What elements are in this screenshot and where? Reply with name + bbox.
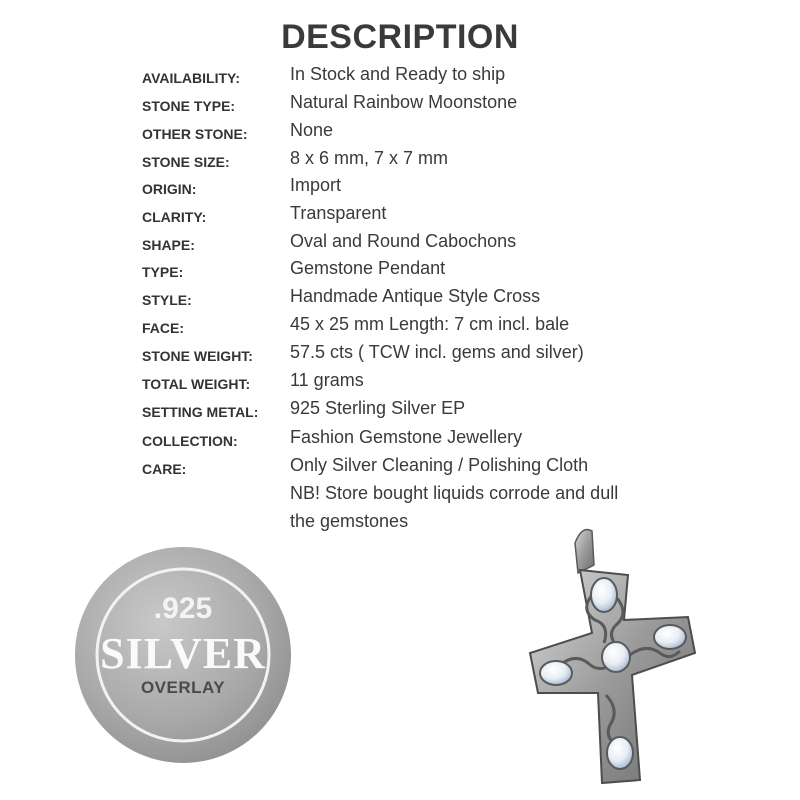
care-note-line: the gemstones: [290, 511, 409, 531]
spec-row-style: [0, 286, 800, 314]
spec-label: CLARITY:: [142, 209, 207, 225]
spec-value: Fashion Gemstone Jewellery: [290, 427, 523, 447]
spec-label: FACE:: [142, 320, 184, 336]
spec-row-stone-size: [0, 148, 800, 176]
spec-row-collection: [0, 427, 800, 455]
spec-value: Only Silver Cleaning / Polishing Cloth: [290, 455, 589, 475]
spec-row-total-weight: [0, 370, 800, 398]
spec-row-type: [0, 258, 800, 286]
spec-label: STONE TYPE:: [142, 98, 236, 114]
spec-value: None: [290, 120, 334, 140]
spec-label: CARE:: [142, 461, 187, 477]
spec-row-shape: [0, 231, 800, 259]
spec-value: 45 x 25 mm Length: 7 cm incl. bale: [290, 314, 570, 334]
page-title: DESCRIPTION: [281, 18, 519, 56]
spec-row-origin: [0, 175, 800, 203]
spec-row-setting-metal: [0, 398, 800, 426]
spec-value: Gemstone Pendant: [290, 258, 446, 278]
spec-value: Transparent: [290, 203, 387, 223]
spec-value: 57.5 cts ( TCW incl. gems and silver): [290, 342, 584, 362]
spec-value: Natural Rainbow Moonstone: [290, 92, 518, 112]
spec-value: 8 x 6 mm, 7 x 7 mm: [290, 148, 449, 168]
spec-value: 925 Sterling Silver EP: [290, 398, 466, 418]
spec-label: TYPE:: [142, 264, 184, 280]
badge-overlay: OVERLAY: [140, 678, 226, 697]
spec-value: Handmade Antique Style Cross: [290, 286, 541, 306]
spec-value: 11 grams: [290, 370, 364, 390]
spec-value: In Stock and Ready to ship: [290, 64, 506, 84]
spec-label: STONE SIZE:: [142, 154, 230, 170]
spec-label: OTHER STONE:: [142, 126, 248, 142]
spec-label: ORIGIN:: [142, 181, 197, 197]
spec-row-availability: [0, 64, 800, 92]
spec-row-stone-type: [0, 92, 800, 120]
spec-row-clarity: [0, 203, 800, 231]
spec-row-face: [0, 314, 800, 342]
badge-purity: .925: [153, 592, 213, 625]
spec-label: SHAPE:: [142, 237, 195, 253]
spec-label: SETTING METAL:: [142, 404, 259, 420]
moonstone-cross-pendant-icon: [520, 525, 710, 790]
spec-row-stone-weight: [0, 342, 800, 370]
spec-row-care: [0, 455, 800, 483]
spec-row-other-stone: [0, 120, 800, 148]
spec-label: COLLECTION:: [142, 433, 238, 449]
spec-value: Import: [290, 175, 342, 195]
spec-label: STONE WEIGHT:: [142, 348, 253, 364]
spec-label: AVAILABILITY:: [142, 70, 240, 86]
spec-label: STYLE:: [142, 292, 192, 308]
spec-label: TOTAL WEIGHT:: [142, 376, 251, 392]
spec-value: Oval and Round Cabochons: [290, 231, 517, 251]
badge-silver: SILVER: [100, 629, 266, 678]
care-note-line: NB! Store bought liquids corrode and dull: [290, 483, 619, 503]
